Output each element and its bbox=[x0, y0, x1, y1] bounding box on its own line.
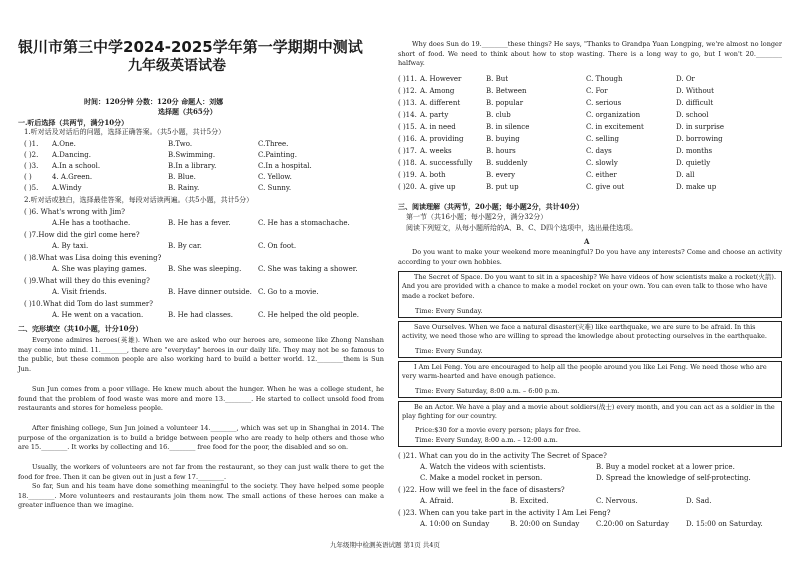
option-a: 4. A.Green. bbox=[52, 173, 93, 181]
cloze-paragraph: Usually, the workers of volunteers are not far from the restaurant, so they can just walk there to get the food for free. Then it can be given out in just a few 17.________. bbox=[18, 463, 384, 481]
passage-intro: Do you want to make your weekend more meaningful? Do you have any interests? Come and choose an activity according to your own hobbies. bbox=[398, 248, 782, 266]
option-d: D. school bbox=[676, 111, 709, 119]
exam-title: 银川市第三中学2024-2025学年第一学期期中测试 bbox=[18, 38, 363, 56]
option-c: C. For bbox=[586, 87, 608, 95]
option-c: C. days bbox=[586, 147, 612, 155]
option-c: C. either bbox=[586, 171, 617, 179]
option-b: B. But bbox=[486, 75, 509, 83]
option-a: A. in need bbox=[420, 123, 456, 131]
option-a: A. Afraid. bbox=[420, 497, 454, 505]
option-b: B. in silence bbox=[486, 123, 530, 131]
option-a: A. Watch the videos with scientists. bbox=[420, 463, 546, 471]
option-c: C. He has a stomachache. bbox=[258, 219, 350, 227]
option-a: A. different bbox=[420, 99, 461, 107]
option-number: ( )17. bbox=[398, 147, 417, 155]
activity-time: Time: Every Sunday. bbox=[415, 347, 483, 355]
cloze-paragraph: Everyone admires heroes(英雄). When we are asked who our heroes are, someone like Zhong Nanshan may come into mind. 11.________, there are "everyday" heroes in our daily life. They may not be so famous to the public, but these common people are also working hard to build a better world. 12.________them is Sun Jun. bbox=[18, 336, 384, 373]
part-heading: 选择题（共65分） bbox=[158, 107, 217, 116]
option-d: D. Without bbox=[676, 87, 714, 95]
option-d: D. in surprise bbox=[676, 123, 725, 131]
reading-section-title: 三、阅读理解（共两节，20小题；每小题2分，共计40分） bbox=[398, 202, 584, 211]
question-stem: ( )9.What will they do this evening? bbox=[24, 277, 150, 285]
option-c: C.In a hospital. bbox=[258, 162, 312, 170]
option-d: D. quietly bbox=[676, 159, 711, 167]
option-a: A. However bbox=[420, 75, 462, 83]
option-a: A.In a school. bbox=[52, 162, 101, 170]
option-b: B. hours bbox=[486, 147, 516, 155]
option-d: D. make up bbox=[676, 183, 717, 191]
option-a: A. give up bbox=[420, 183, 456, 191]
option-c: C.20:00 on Saturday bbox=[596, 520, 669, 528]
exam-meta: 时间：120分钟 分数：120分 命题人：刘娜 bbox=[84, 97, 224, 106]
option-b: B.Swimming. bbox=[168, 151, 216, 159]
option-number: ( )11. bbox=[398, 75, 417, 83]
option-a: A. Visit friends. bbox=[52, 288, 107, 296]
option-a: A. successfully bbox=[420, 159, 473, 167]
option-c: C. He helped the old people. bbox=[258, 311, 360, 319]
option-b: B. He has a fever. bbox=[168, 219, 231, 227]
option-c: C.Three. bbox=[258, 140, 289, 148]
option-c: C. She was taking a shower. bbox=[258, 265, 358, 273]
option-c: C. Sunny. bbox=[258, 184, 292, 192]
option-d: D. Or bbox=[676, 75, 695, 83]
option-a: A. weeks bbox=[420, 147, 452, 155]
option-b: B. She was sleeping. bbox=[168, 265, 242, 273]
option-number: ( )15. bbox=[398, 123, 417, 131]
option-c: C. organization bbox=[586, 111, 641, 119]
question-stem: ( )23. When can you take part in the activity I Am Lei Feng? bbox=[398, 509, 611, 517]
option-a: A. She was playing games. bbox=[52, 265, 147, 273]
option-number: ( )19. bbox=[398, 171, 417, 179]
option-a: A. providing bbox=[420, 135, 464, 143]
option-b: B. every bbox=[486, 171, 516, 179]
option-d: D. borrowing bbox=[676, 135, 723, 143]
activity-price: Price:$30 for a movie every person; plays for free. bbox=[415, 426, 581, 434]
option-a: A.Windy bbox=[52, 184, 82, 192]
question-stem: ( )8.What was Lisa doing this evening? bbox=[24, 254, 162, 262]
question-number: ( )2. bbox=[24, 151, 39, 159]
option-a: A.One. bbox=[52, 140, 76, 148]
option-number: ( )18. bbox=[398, 159, 417, 167]
option-c: C. serious bbox=[586, 99, 622, 107]
cloze-paragraph: So far, Sun and his team have done something meaningful to the society. They have helped some people 18.________. More volunteers and restaurants join them now. The small actions of these heroes can make a greater influence than we imagine. bbox=[18, 482, 384, 510]
option-c: C. Make a model rocket in person. bbox=[420, 474, 543, 482]
activity-time: Time: Every Saturday, 8:00 a.m. – 6:00 p.m. bbox=[415, 387, 560, 395]
option-number: ( )13. bbox=[398, 99, 417, 107]
question-stem: ( )22. How will we feel in the face of disasters? bbox=[398, 486, 565, 494]
option-d: D. Sad. bbox=[686, 497, 712, 505]
option-c: C. Go to a movie. bbox=[258, 288, 319, 296]
option-c: C. give out bbox=[586, 183, 625, 191]
option-c: C. slowly bbox=[586, 159, 618, 167]
activity-description: I Am Lei Feng. You are encouraged to help all the people around you like Lei Feng. We need those who are very warm-hearted and have enough patience. bbox=[402, 363, 767, 381]
option-d: D. all bbox=[676, 171, 695, 179]
activity-description: Save Ourselves. When we face a natural disaster(灾难) like earthquake, we are sure to be afraid. In this activity, we need those who are willing to spread the knowledge about protecting ourselves in the earthquake. bbox=[402, 323, 767, 341]
reading-instruction: 阅读下列短文，从每小题所给的A、B、C、D四个选项中，选出最佳选项。 bbox=[406, 224, 638, 232]
page-footer: 九年级期中检测英语试题 第1页 共4页 bbox=[330, 541, 440, 549]
option-d: D. months bbox=[676, 147, 713, 155]
option-c: C. Nervous. bbox=[596, 497, 638, 505]
option-a: A. both bbox=[420, 171, 446, 179]
option-b: B. club bbox=[486, 111, 511, 119]
activity-box-save bbox=[398, 321, 782, 358]
listening-part1-title: 1.听对话及对话后的问题，选择正确答案。（共5小题，共计5分） bbox=[24, 128, 226, 136]
activity-box-actor bbox=[398, 401, 782, 447]
option-b: B. By car. bbox=[168, 242, 202, 250]
option-b: B.Two. bbox=[168, 140, 193, 148]
option-d: D. 15:00 on Saturday. bbox=[686, 520, 763, 528]
activity-time: Time: Every Sunday, 8:00 a.m. – 12:00 a.m. bbox=[415, 436, 558, 444]
question-number: ( )5. bbox=[24, 184, 39, 192]
option-a: A.He has a toothache. bbox=[52, 219, 131, 227]
option-b: B. He had classes. bbox=[168, 311, 233, 319]
activity-box-leifeng bbox=[398, 361, 782, 398]
option-a: A. He went on a vacation. bbox=[52, 311, 144, 319]
cloze-section-title: 二、完形填空（共10小题，计分10分） bbox=[18, 324, 143, 333]
option-b: B. Buy a model rocket at a lower price. bbox=[596, 463, 735, 471]
option-b: B. suddenly bbox=[486, 159, 528, 167]
option-c: C.Painting. bbox=[258, 151, 297, 159]
cloze-continuation: Why does Sun do 19.________these things? He says, "Thanks to Grandpa Yuan Longping, we're almost no longer short of food. We need to think about how to stop wasting. There is a long way to go, but I won't 20.________ halfway. bbox=[398, 40, 782, 68]
option-c: C. Yellow. bbox=[258, 173, 292, 181]
passage-label: A bbox=[584, 237, 590, 246]
option-b: B. Blue. bbox=[168, 173, 196, 181]
cloze-paragraph: Sun Jun comes from a poor village. He knew much about the hunger. When he was a college student, he found that the problem of food waste was more and more 13.________. He started to collect unsold food from restaurants and stores for homeless people. bbox=[18, 385, 384, 413]
option-b: B. Between bbox=[486, 87, 527, 95]
option-number: ( )16. bbox=[398, 135, 417, 143]
cloze-paragraph: After finishing college, Sun Jun joined a volunteer 14.________, which was set up in Shanghai in 2014. The purpose of the organization is to build a bridge between people who are ready to help others and those who are 15.________. It works by collecting and 16.________ free food for the poor, the disabled and so on. bbox=[18, 424, 384, 452]
option-number: ( )12. bbox=[398, 87, 417, 95]
option-b: B. 20:00 on Sunday bbox=[510, 520, 580, 528]
question-stem: ( )6. What's wrong with Jim? bbox=[24, 208, 126, 216]
activity-time: Time: Every Sunday. bbox=[415, 307, 483, 315]
option-b: B. buying bbox=[486, 135, 520, 143]
option-a: A. 10:00 on Sunday bbox=[420, 520, 490, 528]
option-d: D. Spread the knowledge of self-protecting. bbox=[596, 474, 751, 482]
option-b: B. popular bbox=[486, 99, 524, 107]
question-stem: ( )7.How did the girl come here? bbox=[24, 231, 140, 239]
option-number: ( )14. bbox=[398, 111, 417, 119]
option-b: B. put up bbox=[486, 183, 519, 191]
option-b: B. Have dinner outside. bbox=[168, 288, 252, 296]
listening-section-title: 一.听后选择（共两节，满分10分） bbox=[18, 118, 129, 127]
exam-subtitle: 九年级英语试卷 bbox=[128, 58, 226, 74]
option-a: A. Among bbox=[420, 87, 455, 95]
option-d: D. difficult bbox=[676, 99, 714, 107]
option-b: B. Excited. bbox=[510, 497, 549, 505]
question-number: ( )1. bbox=[24, 140, 39, 148]
listening-part2-title: 2.听对话或独白，选择最佳答案，每段对话读两遍。（共5小题，共计5分） bbox=[24, 196, 254, 204]
question-stem: ( )10.What did Tom do last summer? bbox=[24, 300, 153, 308]
option-a: A. party bbox=[420, 111, 449, 119]
question-number: ( ) bbox=[24, 173, 32, 181]
option-number: ( )20. bbox=[398, 183, 417, 191]
activity-description: Be an Actor. We have a play and a movie about soldiers(战士) every month, and you can act as a soldier in the play fighting for our country. bbox=[402, 403, 775, 421]
reading-sub-title: 第一节（共16小题；每小题2分，满分32分） bbox=[406, 213, 548, 221]
question-stem: ( )21. What can you do in the activity The Secret of Space? bbox=[398, 452, 607, 460]
activity-description: The Secret of Space. Do you want to sit in a spaceship? We have videos of how scientists make a rocket(火箭). And you are provided with a chance to make a model rocket on your own. You can even talk to those who have made a rocket before. bbox=[402, 273, 777, 300]
option-c: C. selling bbox=[586, 135, 619, 143]
option-a: A.Dancing. bbox=[52, 151, 91, 159]
option-c: C. Though bbox=[586, 75, 623, 83]
option-b: B.In a library. bbox=[168, 162, 217, 170]
question-number: ( )3. bbox=[24, 162, 39, 170]
option-c: C. in excitement bbox=[586, 123, 644, 131]
option-a: A. By taxi. bbox=[52, 242, 89, 250]
option-c: C. On foot. bbox=[258, 242, 297, 250]
option-b: B. Rainy. bbox=[168, 184, 200, 192]
activity-box-space bbox=[398, 271, 782, 318]
